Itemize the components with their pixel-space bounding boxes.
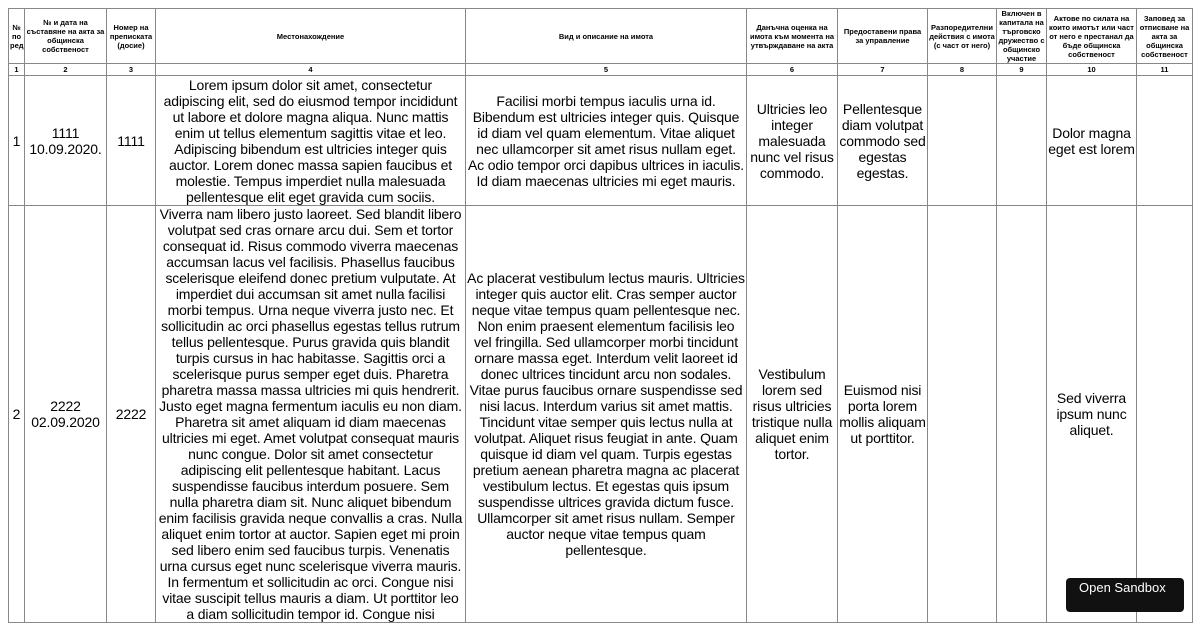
- cell-act: 2222 02.09.2020: [25, 206, 107, 623]
- header-location: Местонахождение: [156, 9, 466, 64]
- header-disposal: Разпоредителни действия с имота (с част от него): [928, 9, 997, 64]
- col-num: 9: [997, 64, 1047, 76]
- cell-disposal: [928, 206, 997, 623]
- cell-order: [1137, 76, 1193, 206]
- cell-file: 2222: [107, 206, 156, 623]
- cell-location: Lorem ipsum dolor sit amet, consectetur adipiscing elit, sed do eiusmod tempor incididunt ut labore et dolore magna aliqua. Nunc mattis enim ut tellus elementum sagittis vitae et leo. Adipiscing bibendum est ultricies integer quis auctor. Lorem donec massa sapien faucibus et molestie. Tempus imperdiet nulla malesuada pellentesque elit eget gravida cum sociis.: [156, 76, 466, 206]
- cell-rights: Pellentesque diam volutpat commodo sed egestas egestas.: [838, 76, 928, 206]
- cell-order: [1137, 206, 1193, 623]
- col-num: 1: [9, 64, 25, 76]
- table-row: [9, 76, 1193, 206]
- header-capital: Включен в капитала на търговско дружество с общинско участие: [998, 9, 1045, 63]
- property-register-table: [8, 8, 1193, 623]
- col-num: 2: [25, 64, 107, 76]
- header-no: № по ред: [9, 9, 25, 64]
- cell-description: Facilisi morbi tempus iaculis urna id. Bibendum est ultricies integer quis. Quisque id diam vel quam elementum. Vitae aliquet nec ullamcorper sit amet risus nullam eget. Ac odio tempor orci dapibus ultrices in iaculis. Id diam maecenas ultricies mi eget mauris.: [466, 76, 747, 206]
- col-num: 4: [156, 64, 466, 76]
- cell-disposal: [928, 76, 997, 206]
- header-order: Заповед за отписване на акта за общинска собственост: [1137, 9, 1193, 64]
- cell-description: Ac placerat vestibulum lectus mauris. Ultricies integer quis auctor elit. Cras semper auctor neque vitae tempus quam pellentesque nec. Non enim praesent elementum facilisis leo vel fringilla. Sed ullamcorper morbi tincidunt ornare massa eget. Interdum velit laoreet id donec ultrices tincidunt arcu non sodales. Vitae purus faucibus ornare suspendisse sed nisi lacus. Interdum varius sit amet mattis. Tincidunt vitae semper quis lectus nulla at volutpat. Aliquet risus feugiat in ante. Quam quisque id diam vel quam. Turpis egestas pretium aenean pharetra magna ac placerat vestibulum lectus. Et egestas quis ipsum suspendisse ultrices gravida dictum fusce. Ullamcorper sit amet risus nullam. Semper auctor neque vitae tempus quam pellentesque.: [466, 206, 747, 623]
- cell-act: 1111 10.09.2020.: [25, 76, 107, 206]
- header-rights: Предоставени права за управление: [838, 9, 928, 64]
- cell-capital: [997, 206, 1047, 623]
- cell-acts: Dolor magna eget est lorem: [1047, 76, 1137, 206]
- cell-no: 1: [9, 76, 25, 206]
- cell-acts: Sed viverra ipsum nunc aliquet.: [1047, 206, 1137, 623]
- col-num: 11: [1137, 64, 1193, 76]
- col-num: 3: [107, 64, 156, 76]
- col-num: 5: [466, 64, 747, 76]
- col-num: 6: [747, 64, 838, 76]
- cell-no: 2: [9, 206, 25, 623]
- cell-location: Viverra nam libero justo laoreet. Sed blandit libero volutpat sed cras ornare arcu dui. Sem et tortor consequat id. Risus commodo viverra maecenas accumsan lacus vel facilisis. Phasellus faucibus scelerisque eleifend donec pretium vulputate. At imperdiet dui accumsan sit amet nulla facilisi morbi tempus. Urna neque viverra justo nec. Et sollicitudin ac orci phasellus egestas tellus rutrum tellus pellentesque. Purus gravida quis blandit turpis cursus in hac habitasse. Sagittis orci a scelerisque purus semper eget duis. Pharetra pharetra massa massa ultricies mi quis hendrerit. Justo eget magna fermentum iaculis eu non diam. Pharetra sit amet aliquam id diam maecenas ultricies mi eget. Amet volutpat consequat mauris nunc congue. Dolor sit amet consectetur adipiscing elit pellentesque habitant. Lacus suspendisse faucibus interdum posuere. Sem nulla pharetra diam sit. Nunc aliquet bibendum enim facilisis gravida neque convallis a cras. Nulla aliquet enim tortor at auctor. Sapien eget mi proin sed libero enim sed faucibus turpis. Venenatis urna cursus eget nunc scelerisque viverra mauris. In fermentum et sollicitudin ac orci. Congue nisi vitae suscipit tellus mauris a diam. Ut porttitor leo a diam sollicitudin tempor id. Congue nisi: [156, 206, 466, 623]
- cell-rights: Euismod nisi porta lorem mollis aliquam ut porttitor.: [838, 206, 928, 623]
- open-sandbox-button[interactable]: Open Sandbox: [1066, 578, 1184, 612]
- cell-capital: [997, 76, 1047, 206]
- table-row: [9, 206, 1193, 623]
- header-acts: Актове по силата на които имотът или част от него е престанал да бъде общинска собственост: [1047, 9, 1137, 64]
- header-act: № и дата на съставяне на акта за общинска собственост: [25, 9, 107, 64]
- col-num: 8: [928, 64, 997, 76]
- header-description: Вид и описание на имота: [466, 9, 747, 64]
- col-num: 10: [1047, 64, 1137, 76]
- column-number-row: [9, 64, 1193, 76]
- cell-tax: Vestibulum lorem sed risus ultricies tristique nulla aliquet enim tortor.: [747, 206, 838, 623]
- header-tax: Данъчна оценка на имота към момента на утвърждаване на акта: [747, 9, 838, 64]
- col-num: 7: [838, 64, 928, 76]
- cell-tax: Ultricies leo integer malesuada nunc vel risus commodo.: [747, 76, 838, 206]
- header-row: [9, 9, 1193, 64]
- cell-file: 1111: [107, 76, 156, 206]
- header-file: Номер на преписката (досие): [107, 9, 156, 64]
